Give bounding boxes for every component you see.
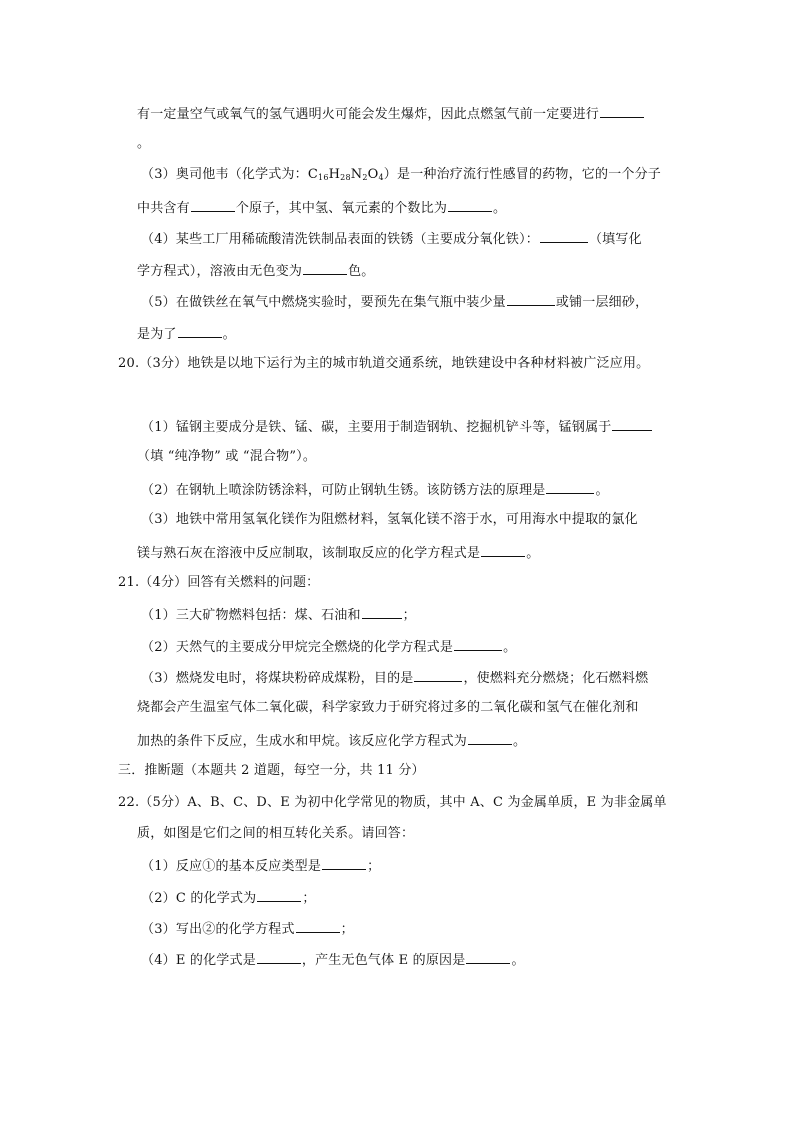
formula-subscript: 2: [362, 173, 368, 182]
q20-part1-line1: [141, 417, 653, 437]
q21-part3-text: 加热的条件下反应，生成水和甲烷。该反应化学方程式为: [137, 734, 468, 749]
answer-blank[interactable]: [296, 919, 340, 933]
answer-blank[interactable]: [481, 543, 525, 557]
q22-part2-text: （2）C 的化学式为: [141, 891, 257, 906]
answer-blank[interactable]: [466, 950, 510, 964]
formula-subscript: 16: [318, 173, 329, 182]
q19-cont-text: 有一定量空气或氧气的氢气遇明火可能会发生爆炸，因此点燃氢气前一定要进行: [137, 107, 600, 122]
answer-blank[interactable]: [546, 480, 594, 494]
answer-blank[interactable]: [468, 731, 512, 745]
q19-continuation-end: [137, 135, 150, 153]
q19-part5-line2: [137, 324, 236, 344]
q21-part3-text: ，使燃料充分燃烧；化石燃料燃: [463, 671, 649, 686]
q22-part1-line: [141, 856, 380, 876]
q22-part1-text: （1）反应①的基本反应类型是: [141, 859, 322, 874]
answer-blank[interactable]: [178, 324, 222, 338]
q19-part3-line1: [141, 166, 661, 187]
q22-part4-text: （4）E 的化学式是: [141, 953, 256, 968]
q19-part4-text: 学方程式），溶液由无色变为: [137, 264, 303, 279]
q20-part1-line2: [137, 448, 316, 466]
q22-part3-text: ；: [340, 922, 354, 937]
q22-part2-text: ；: [302, 891, 316, 906]
q20-part3-text: （3）地铁中常用氢氧化镁作为阻燃材料，氢氧化镁不溶于水，可用海水中提取的氯化: [141, 512, 638, 527]
q19-part3-line2: [137, 198, 506, 218]
answer-blank[interactable]: [322, 856, 366, 870]
q19-part4-text: （填写化: [588, 232, 642, 247]
q20-part2-text: （2）在钢轨上喷涂防锈涂料，可防止钢轨生锈。该防锈方法的原理是: [141, 483, 546, 498]
q19-part5-text: 或铺一层细砂，: [555, 295, 649, 310]
answer-blank[interactable]: [454, 637, 502, 651]
q22-part1-text: ；: [367, 859, 381, 874]
q21-part1-text: （1）三大矿物燃料包括：煤、石油和: [141, 608, 361, 623]
q21-part2-text: 。: [503, 640, 517, 655]
q19-part5-text: （5）在做铁丝在氧气中燃烧实验时，要预先在集气瓶中装少量: [141, 295, 506, 310]
answer-blank[interactable]: [600, 104, 644, 118]
answer-blank[interactable]: [507, 292, 555, 306]
q19-part4-text: （4）某些工厂用稀硫酸清洗铁制品表面的铁锈（主要成分氧化铁）：: [141, 232, 539, 247]
q20-stem: 20.（3分）地铁是以地下运行为主的城市轨道交通系统，地铁建设中各种材料被广泛应用。: [118, 356, 650, 371]
q22-stem-line1: 22.（5分）A、B、C、D、E 为初中化学常见的物质，其中 A、C 为金属单质，E 为非金属单: [118, 795, 667, 810]
q19-part5-text: 。: [222, 327, 236, 342]
q19-part3-text: 中共含有: [137, 201, 190, 216]
answer-blank[interactable]: [257, 888, 301, 902]
answer-blank[interactable]: [540, 229, 588, 243]
formula-element: N: [350, 167, 363, 182]
q20-part1-text: （填 “纯净物” 或 “混合物”）。: [137, 449, 317, 464]
answer-blank[interactable]: [362, 605, 402, 619]
q20-part2-line: [141, 480, 609, 500]
answer-blank[interactable]: [612, 417, 652, 431]
q21-part3-line2: [137, 699, 639, 717]
formula-subscript: 28: [340, 173, 351, 182]
q19-part3-text: 。: [493, 201, 507, 216]
q21-part3-text: （3）燃烧发电时，将煤块粉碎成煤粉，目的是: [141, 671, 414, 686]
q21-part2-line: [141, 637, 516, 657]
q22-part2-line: [141, 888, 316, 908]
q20-part3-line2: [137, 543, 539, 563]
answer-blank[interactable]: [448, 198, 492, 212]
answer-blank[interactable]: [257, 950, 301, 964]
q21-part2-text: （2）天然气的主要成分甲烷完全燃烧的化学方程式是: [141, 640, 454, 655]
q20-part2-text: 。: [595, 483, 609, 498]
q21-part1-line: [141, 605, 416, 625]
q22-stem-line2: 质，如图是它们之间的相互转化关系。请回答：: [137, 826, 415, 841]
q19-part4-text: 色。: [348, 264, 375, 279]
formula-element: O: [367, 167, 379, 182]
q20-part1-text: （1）锰钢主要成分是铁、锰、碳，主要用于制造钢轨、挖掘机铲斗等，锰钢属于: [141, 420, 612, 435]
section-heading: 三．推断题（本题共 2 道题，每空一分，共 11 分）: [118, 763, 425, 778]
q19-part5-line1: [141, 292, 648, 312]
q20-part3-text: 镁与熟石灰在溶液中反应制取，该制取反应的化学方程式是: [137, 546, 481, 561]
q21-stem: 21.（4分）回答有关燃料的问题：: [118, 575, 320, 590]
q19-part3-text: 个原子，其中氢、氧元素的个数比为: [235, 201, 448, 216]
answer-blank[interactable]: [191, 198, 235, 212]
q22-part3-text: （3）写出②的化学方程式: [141, 922, 295, 937]
q19-cont-end-text: 。: [137, 136, 151, 151]
q19-part4-line2: [137, 261, 375, 281]
q22-part3-line: [141, 919, 354, 939]
q19-part5-text: 是为了: [137, 327, 177, 342]
answer-blank[interactable]: [303, 261, 347, 275]
answer-blank[interactable]: [414, 668, 462, 682]
q21-part3-text: 烧都会产生温室气体二氧化碳，科学家致力于研究将过多的二氧化碳和氢气在催化剂和: [137, 700, 639, 715]
q19-part3-text: ）是一种治疗流行性感冒的药物，它的一个分子: [383, 167, 661, 182]
q19-part3-text: （3）奥司他韦（化学式为：C: [141, 167, 319, 182]
q21-part3-line1: [141, 668, 648, 688]
q19-part4-line1: [141, 229, 642, 249]
q19-continuation-line: [137, 104, 645, 124]
q20-part3-line1: [141, 511, 638, 529]
formula-subscript: 4: [378, 173, 384, 182]
q22-part4-text: ，产生无色气体 E 的原因是: [301, 953, 466, 968]
q21-part3-line3: [137, 731, 526, 751]
q20-part3-text: 。: [526, 546, 540, 561]
q22-part4-line: [141, 950, 525, 970]
q22-part4-text: 。: [511, 953, 525, 968]
formula-element: H: [328, 167, 341, 182]
q21-part3-text: 。: [513, 734, 527, 749]
q21-part1-text: ；: [402, 608, 416, 623]
